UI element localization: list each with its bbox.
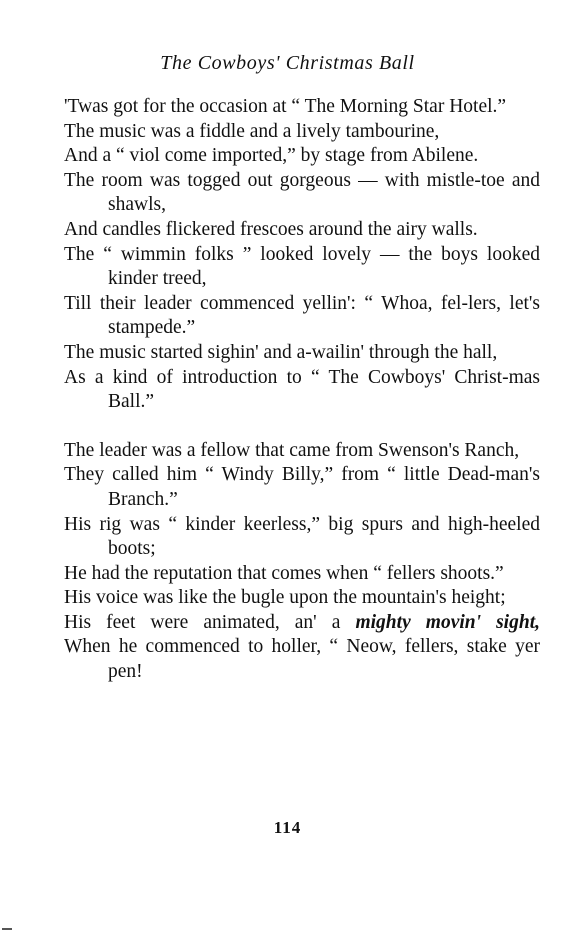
verse-line: They called him “ Windy Billy,” from “ little Dead-man's Branch.” (64, 464, 540, 510)
verse-line: The leader was a fellow that came from Swenson's Ranch, (64, 439, 520, 461)
stanza-2 (64, 439, 540, 685)
verse-line-text: His feet were animated, an' a (64, 611, 341, 633)
verse-line: The “ wimmin folks ” looked lovely — the boys looked kinder treed, (64, 243, 540, 290)
stanza-1 (64, 95, 540, 415)
verse-line: The music was a fiddle and a lively tambourine, (64, 120, 440, 142)
verse-line: Till their leader commenced yellin': “ Whoa, fel-lers, let's stampede.” (64, 292, 540, 339)
emphasized-phrase: mighty movin' sight, (355, 611, 540, 633)
running-head: The Cowboys' Christmas Ball (160, 52, 415, 74)
verse-line: 'Twas got for the occasion at “ The Morning Star Hotel.” (64, 96, 507, 117)
verse-line: His rig was “ kinder keerless,” big spurs and high-heeled boots; (64, 513, 540, 560)
verse-line: And candles flickered frescoes around the airy walls. (64, 218, 478, 240)
verse-line: And a “ viol come imported,” by stage from Abilene. (64, 145, 479, 167)
verse-line (64, 611, 540, 636)
verse-line: His voice was like the bugle upon the mountain's height; (64, 587, 506, 609)
verse-line: He had the reputation that comes when “ fellers shoots.” (64, 562, 504, 584)
poem-body (64, 95, 540, 685)
scan-edge-mark (2, 928, 12, 930)
page-number: 114 (273, 818, 302, 837)
verse-line: The music started sighin' and a-wailin' through the hall, (64, 341, 498, 363)
verse-line: When he commenced to holler, “ Neow, fellers, stake yer pen! (64, 636, 540, 683)
verse-line: The room was togged out gorgeous — with mistle-toe and shawls, (64, 169, 540, 216)
verse-line: As a kind of introduction to “ The Cowboys' Christ-mas Ball.” (64, 366, 540, 413)
